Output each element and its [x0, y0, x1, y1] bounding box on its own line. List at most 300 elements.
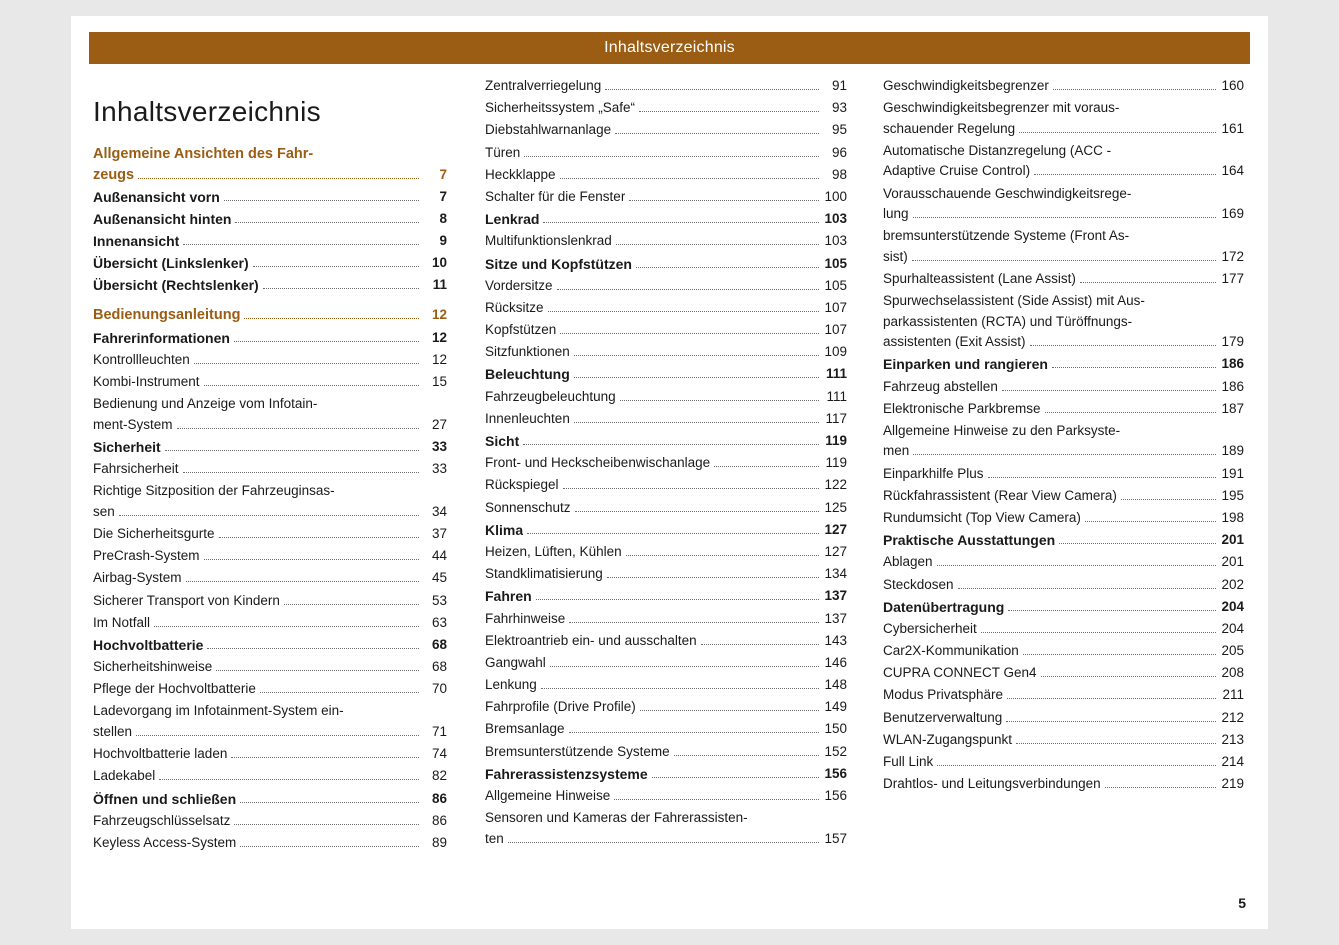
- toc-entry-label: Geschwindigkeitsbegrenzer mit voraus-: [883, 100, 1120, 116]
- toc-entry-page: 179: [1221, 334, 1244, 350]
- toc-entry-page: 177: [1221, 270, 1244, 286]
- toc-leader-dots: [913, 446, 1216, 455]
- toc-entry-page: 211: [1222, 687, 1244, 703]
- toc-entry[interactable]: [93, 146, 447, 162]
- toc-leader-dots: [605, 81, 819, 90]
- toc-entry[interactable]: [93, 233, 447, 249]
- toc-entry[interactable]: [485, 189, 847, 205]
- toc-leader-dots: [136, 727, 419, 736]
- toc-leader-dots: [550, 658, 819, 667]
- toc-entry[interactable]: [485, 655, 847, 671]
- toc-entry-page: 208: [1221, 665, 1244, 681]
- toc-leader-dots: [614, 791, 819, 800]
- toc-entry[interactable]: [883, 665, 1244, 681]
- toc-entry-label: Klima: [485, 521, 524, 538]
- toc-entry[interactable]: [883, 379, 1244, 395]
- toc-leader-dots: [574, 369, 819, 378]
- toc-entry-label: Allgemeine Ansichten des Fahr-: [93, 146, 314, 162]
- toc-entry-page: 86: [431, 812, 447, 828]
- toc-entry[interactable]: [883, 532, 1244, 548]
- toc-leader-dots: [154, 618, 419, 627]
- toc-list-2: [485, 78, 847, 847]
- toc-entry-label: Fahrerassistenzsysteme: [485, 765, 648, 782]
- toc-entry[interactable]: [883, 423, 1244, 439]
- toc-entry[interactable]: [883, 121, 1244, 137]
- toc-entry[interactable]: [883, 488, 1244, 504]
- toc-entry[interactable]: [485, 344, 847, 360]
- toc-entry-label: Front- und Heckscheibenwischanlage: [485, 455, 711, 471]
- toc-entry[interactable]: [485, 810, 847, 826]
- toc-entry-page: 68: [431, 636, 447, 652]
- toc-entry-label: lung: [883, 206, 909, 222]
- toc-leader-dots: [240, 794, 419, 803]
- toc-entry-label: Spurwechselassistent (Side Assist) mit Aus-: [883, 293, 1145, 309]
- toc-entry[interactable]: [93, 659, 447, 675]
- toc-leader-dots: [240, 838, 419, 847]
- toc-leader-dots: [1053, 81, 1216, 90]
- toc-entry[interactable]: [883, 293, 1244, 309]
- toc-leader-dots: [204, 377, 419, 386]
- toc-leader-dots: [640, 702, 819, 711]
- toc-entry-label: Ladevorgang im Infotainment-System ein-: [93, 703, 344, 719]
- toc-entry-label: Allgemeine Hinweise zu den Parksyste-: [883, 422, 1121, 438]
- toc-entry[interactable]: [883, 443, 1244, 459]
- toc-entry[interactable]: [883, 710, 1244, 726]
- toc-entry[interactable]: [93, 189, 447, 205]
- toc-entry-page: 74: [431, 746, 447, 762]
- toc-entry-page: 9: [439, 233, 447, 249]
- toc-leader-dots: [912, 252, 1216, 261]
- toc-leader-dots: [636, 259, 819, 268]
- toc-entry-page: 152: [824, 743, 847, 759]
- toc-leader-dots: [1041, 668, 1216, 677]
- toc-entry-label: Gangwahl: [485, 654, 546, 670]
- toc-entry-page: 109: [824, 344, 847, 360]
- toc-leader-dots: [1008, 602, 1216, 611]
- toc-leader-dots: [260, 684, 419, 693]
- toc-entry[interactable]: [883, 356, 1244, 372]
- toc-entry-label: Türen: [485, 144, 521, 160]
- toc-entry[interactable]: [93, 593, 447, 609]
- toc-entry-page: 164: [1221, 163, 1244, 179]
- toc-leader-dots: [1016, 735, 1216, 744]
- toc-entry-label: Außenansicht vorn: [93, 188, 220, 205]
- toc-entry-label: Datenübertragung: [883, 598, 1005, 615]
- toc-leader-dots: [1023, 646, 1216, 655]
- toc-entry[interactable]: [883, 577, 1244, 593]
- toc-entry-page: 63: [431, 614, 447, 630]
- toc-entry[interactable]: [93, 526, 447, 542]
- toc-entry[interactable]: [93, 439, 447, 455]
- toc-leader-dots: [652, 769, 819, 778]
- toc-entry-label: Lenkung: [485, 677, 537, 693]
- toc-entry-page: 103: [824, 211, 847, 227]
- toc-list-1: [93, 146, 447, 851]
- toc-entry-label: Geschwindigkeitsbegrenzer: [883, 78, 1049, 93]
- toc-entry-page: 148: [824, 677, 847, 693]
- toc-entry[interactable]: [93, 724, 447, 740]
- toc-leader-dots: [1052, 359, 1216, 368]
- header-title: Inhaltsverzeichnis: [604, 39, 735, 56]
- toc-leader-dots: [1007, 690, 1216, 699]
- toc-leader-dots: [165, 442, 419, 451]
- toc-entry-label: Fahrhinweise: [485, 610, 566, 626]
- toc-entry[interactable]: [485, 699, 847, 715]
- toc-entry-page: 91: [831, 78, 847, 93]
- toc-entry-page: 187: [1221, 400, 1244, 416]
- toc-entry[interactable]: [93, 352, 447, 368]
- toc-entry-page: 10: [431, 255, 447, 271]
- toc-entry[interactable]: [485, 566, 847, 582]
- toc-entry[interactable]: [883, 143, 1244, 159]
- toc-entry-label: Keyless Access-System: [93, 834, 237, 850]
- toc-entry-label: Vorausschauende Geschwindigkeitsrege-: [883, 185, 1132, 201]
- toc-entry-page: 160: [1221, 78, 1244, 93]
- toc-entry[interactable]: [485, 611, 847, 627]
- toc-leader-dots: [216, 662, 419, 671]
- toc-entry-page: 111: [826, 388, 847, 404]
- toc-entry-page: 122: [824, 477, 847, 493]
- toc-entry-page: 146: [824, 654, 847, 670]
- toc-entry-page: 53: [431, 592, 447, 608]
- toc-entry-label: Bedienung und Anzeige vom Infotain-: [93, 396, 318, 412]
- toc-entry-label: Heckklappe: [485, 166, 556, 182]
- toc-entry-label: Einparkhilfe Plus: [883, 465, 984, 481]
- toc-entry[interactable]: [93, 417, 447, 433]
- toc-entry[interactable]: [93, 548, 447, 564]
- toc-leader-dots: [563, 480, 819, 489]
- toc-entry-page: 111: [825, 366, 847, 382]
- toc-entry[interactable]: [93, 396, 447, 412]
- toc-entry-label: Fahrzeugschlüsselsatz: [93, 812, 231, 828]
- toc-leader-dots: [1045, 404, 1216, 413]
- toc-leader-dots: [536, 591, 819, 600]
- toc-entry[interactable]: [93, 277, 447, 293]
- toc-entry-label: Rückspiegel: [485, 477, 559, 493]
- toc-entry-label: Bremsunterstützende Systeme: [485, 743, 670, 759]
- toc-entry[interactable]: [883, 249, 1244, 265]
- toc-entry[interactable]: [485, 100, 847, 116]
- toc-entry[interactable]: [93, 330, 447, 346]
- toc-leader-dots: [1059, 535, 1216, 544]
- toc-leader-dots: [186, 573, 419, 582]
- toc-entry-page: 219: [1221, 776, 1244, 792]
- toc-leader-dots: [701, 636, 819, 645]
- toc-entry[interactable]: [93, 746, 447, 762]
- toc-entry-page: 89: [431, 834, 447, 850]
- toc-entry[interactable]: [93, 615, 447, 631]
- toc-leader-dots: [616, 236, 819, 245]
- toc-entry-label: Full Link: [883, 754, 934, 769]
- toc-entry-page: 191: [1221, 465, 1244, 481]
- toc-entry[interactable]: [883, 554, 1244, 570]
- toc-entry-page: 27: [431, 416, 447, 432]
- toc-columns: [71, 78, 1268, 908]
- toc-entry-page: 157: [824, 830, 847, 846]
- toc-leader-dots: [263, 280, 419, 289]
- toc-entry-page: 195: [1221, 487, 1244, 503]
- toc-entry[interactable]: [93, 813, 447, 829]
- toc-entry[interactable]: [883, 687, 1244, 703]
- toc-entry-page: 107: [824, 322, 847, 338]
- toc-entry-page: 205: [1221, 643, 1244, 659]
- toc-entry-label: Heizen, Lüften, Kühlen: [485, 543, 622, 559]
- toc-entry[interactable]: [485, 721, 847, 737]
- toc-leader-dots: [177, 420, 419, 429]
- toc-entry-page: 186: [1221, 378, 1244, 394]
- toc-entry-page: 34: [431, 503, 447, 519]
- toc-leader-dots: [1080, 274, 1216, 283]
- toc-entry[interactable]: [485, 366, 847, 382]
- toc-entry[interactable]: [883, 621, 1244, 637]
- toc-leader-dots: [981, 624, 1216, 633]
- toc-entry[interactable]: [485, 256, 847, 272]
- toc-entry[interactable]: [883, 334, 1244, 350]
- toc-entry[interactable]: [883, 466, 1244, 482]
- toc-entry-page: 134: [824, 566, 847, 582]
- toc-leader-dots: [958, 580, 1216, 589]
- toc-entry[interactable]: [485, 322, 847, 338]
- toc-entry[interactable]: [485, 278, 847, 294]
- toc-entry-page: 204: [1221, 598, 1244, 614]
- toc-entry-page: 137: [824, 610, 847, 626]
- toc-entry[interactable]: [485, 477, 847, 493]
- toc-entry[interactable]: [93, 211, 447, 227]
- toc-leader-dots: [508, 834, 819, 843]
- toc-entry[interactable]: [883, 314, 1244, 330]
- toc-entry-label: Drahtlos- und Leitungsverbindungen: [883, 776, 1101, 792]
- toc-leader-dots: [560, 325, 819, 334]
- toc-entry-label: Adaptive Cruise Control): [883, 163, 1031, 179]
- toc-entry-page: 161: [1221, 120, 1244, 136]
- toc-entry-page: 143: [824, 632, 847, 648]
- toc-leader-dots: [138, 170, 419, 179]
- toc-entry-label: Fahrprofile (Drive Profile): [485, 699, 636, 715]
- toc-entry[interactable]: [485, 633, 847, 649]
- toc-entry-page: 98: [831, 166, 847, 182]
- toc-leader-dots: [219, 529, 419, 538]
- toc-leader-dots: [204, 551, 419, 560]
- toc-entry-label: parkassistenten (RCTA) und Türöffnungs-: [883, 313, 1133, 329]
- toc-entry[interactable]: [485, 389, 847, 405]
- toc-leader-dots: [988, 469, 1216, 478]
- toc-entry[interactable]: [485, 233, 847, 249]
- toc-entry-page: 100: [824, 188, 847, 204]
- toc-entry-label: Sonnenschutz: [485, 499, 571, 515]
- toc-entry[interactable]: [93, 768, 447, 784]
- toc-entry-page: 103: [824, 233, 847, 249]
- toc-entry-label: Benutzerverwaltung: [883, 709, 1003, 725]
- toc-entry[interactable]: [883, 78, 1244, 94]
- toc-entry[interactable]: [485, 411, 847, 427]
- toc-entry[interactable]: [883, 401, 1244, 417]
- toc-entry[interactable]: [93, 307, 447, 323]
- toc-leader-dots: [574, 347, 819, 356]
- toc-entry[interactable]: [93, 483, 447, 499]
- toc-leader-dots: [569, 724, 819, 733]
- toc-entry-label: Praktische Ausstattungen: [883, 532, 1056, 549]
- toc-entry[interactable]: [485, 211, 847, 227]
- toc-entry[interactable]: [93, 835, 447, 851]
- toc-entry-page: 213: [1221, 731, 1244, 747]
- toc-entry[interactable]: [883, 228, 1244, 244]
- toc-entry[interactable]: [93, 504, 447, 520]
- toc-leader-dots: [639, 103, 819, 112]
- page-title: Inhaltsverzeichnis: [93, 96, 321, 127]
- toc-leader-dots: [629, 192, 819, 201]
- toc-entry-label: assistenten (Exit Assist): [883, 334, 1026, 350]
- toc-column-2: [469, 78, 869, 908]
- toc-entry[interactable]: [883, 186, 1244, 202]
- toc-leader-dots: [615, 125, 819, 134]
- toc-entry[interactable]: [883, 163, 1244, 179]
- toc-entry[interactable]: [93, 637, 447, 653]
- toc-entry[interactable]: [883, 510, 1244, 526]
- toc-leader-dots: [937, 757, 1216, 766]
- toc-leader-dots: [1030, 337, 1216, 346]
- toc-leader-dots: [1006, 713, 1216, 722]
- toc-entry-label: Schalter für die Fenster: [485, 188, 626, 204]
- toc-entry-page: 93: [831, 100, 847, 116]
- toc-entry[interactable]: [883, 732, 1244, 748]
- toc-entry-label: Fahrzeug abstellen: [883, 378, 998, 394]
- toc-entry-label: WLAN-Zugangspunkt: [883, 731, 1013, 747]
- toc-entry-label: Kontrollleuchten: [93, 351, 190, 367]
- toc-leader-dots: [574, 414, 819, 423]
- toc-entry-label: ment-System: [93, 416, 173, 432]
- toc-entry-label: Allgemeine Hinweise: [485, 788, 611, 803]
- toc-entry[interactable]: [485, 744, 847, 760]
- toc-entry[interactable]: [485, 766, 847, 782]
- toc-entry[interactable]: [883, 206, 1244, 222]
- toc-entry-label: stellen: [93, 723, 133, 739]
- toc-entry-label: Bremsanlage: [485, 721, 565, 737]
- toc-entry[interactable]: [93, 167, 447, 183]
- toc-entry-page: 7: [439, 188, 447, 204]
- toc-leader-dots: [1105, 779, 1216, 788]
- toc-entry-page: 169: [1221, 206, 1244, 222]
- toc-entry-page: 96: [831, 144, 847, 160]
- toc-entry-page: 186: [1221, 356, 1244, 372]
- toc-entry[interactable]: [883, 599, 1244, 615]
- toc-leader-dots: [235, 214, 419, 223]
- toc-leader-dots: [234, 333, 419, 342]
- toc-entry-label: Ladekabel: [93, 768, 156, 784]
- toc-entry[interactable]: [485, 433, 847, 449]
- toc-entry-page: 37: [431, 525, 447, 541]
- toc-entry[interactable]: [93, 255, 447, 271]
- toc-leader-dots: [1034, 166, 1216, 175]
- toc-entry-label: men: [883, 443, 910, 459]
- toc-entry[interactable]: [93, 703, 447, 719]
- toc-entry[interactable]: [93, 791, 447, 807]
- toc-leader-dots: [253, 258, 419, 267]
- toc-entry[interactable]: [485, 500, 847, 516]
- toc-entry[interactable]: [485, 167, 847, 183]
- toc-entry[interactable]: [93, 681, 447, 697]
- toc-entry[interactable]: [485, 522, 847, 538]
- toc-entry-label: Rückfahrassistent (Rear View Camera): [883, 487, 1117, 503]
- toc-entry-label: Rücksitze: [485, 299, 544, 315]
- toc-leader-dots: [231, 749, 419, 758]
- toc-column-1: [71, 78, 469, 908]
- toc-entry-page: 68: [431, 659, 447, 675]
- toc-entry-label: Standklimatisierung: [485, 566, 603, 582]
- toc-leader-dots: [207, 640, 419, 649]
- toc-entry-page: 12: [431, 351, 447, 367]
- toc-entry-page: 107: [824, 299, 847, 315]
- toc-entry[interactable]: [883, 100, 1244, 116]
- toc-entry[interactable]: [485, 831, 847, 847]
- toc-entry[interactable]: [883, 271, 1244, 287]
- toc-entry-page: 95: [831, 122, 847, 138]
- toc-entry[interactable]: [485, 300, 847, 316]
- toc-entry-page: 127: [824, 543, 847, 559]
- toc-entry[interactable]: [485, 122, 847, 138]
- toc-entry[interactable]: [485, 455, 847, 471]
- toc-entry-label: Innenansicht: [93, 233, 180, 250]
- toc-entry[interactable]: [93, 374, 447, 390]
- toc-leader-dots: [224, 192, 419, 201]
- toc-entry-label: Spurhalteassistent (Lane Assist): [883, 270, 1076, 286]
- toc-entry-page: 86: [431, 790, 447, 806]
- page-header-bar: [89, 32, 1250, 64]
- toc-entry[interactable]: [485, 588, 847, 604]
- toc-entry-label: Elektroantrieb ein- und ausschalten: [485, 632, 697, 648]
- toc-entry[interactable]: [93, 570, 447, 586]
- toc-leader-dots: [1002, 382, 1216, 391]
- toc-entry-page: 149: [824, 699, 847, 715]
- toc-entry[interactable]: [485, 145, 847, 161]
- toc-entry-label: Fahren: [485, 588, 532, 605]
- toc-entry-page: 127: [824, 521, 847, 537]
- toc-leader-dots: [560, 170, 819, 179]
- toc-entry-label: Automatische Distanzregelung (ACC -: [883, 142, 1112, 158]
- toc-entry-label: Sitzfunktionen: [485, 344, 570, 360]
- toc-entry-page: 12: [431, 307, 447, 323]
- toc-entry-label: Übersicht (Linkslenker): [93, 255, 249, 272]
- toc-entry[interactable]: [485, 544, 847, 560]
- toc-entry-page: 33: [431, 438, 447, 454]
- toc-leader-dots: [1019, 124, 1216, 133]
- toc-entry-label: Sicherheitssystem „Safe“: [485, 100, 636, 116]
- toc-entry-label: Richtige Sitzposition der Fahrzeuginsas-: [93, 483, 335, 499]
- toc-entry-page: 201: [1221, 554, 1244, 570]
- toc-entry[interactable]: [93, 461, 447, 477]
- toc-entry[interactable]: [883, 776, 1244, 792]
- toc-entry-label: Fahrerinformationen: [93, 329, 230, 346]
- toc-entry[interactable]: [485, 677, 847, 693]
- toc-leader-dots: [714, 458, 819, 467]
- toc-entry[interactable]: [883, 643, 1244, 659]
- toc-leader-dots: [183, 236, 419, 245]
- toc-entry-page: 105: [824, 255, 847, 271]
- toc-entry-label: Cybersicherheit: [883, 620, 977, 636]
- toc-entry-label: Kopfstützen: [485, 322, 557, 338]
- toc-entry[interactable]: [883, 754, 1244, 770]
- toc-leader-dots: [159, 771, 419, 780]
- toc-entry[interactable]: [485, 788, 847, 804]
- toc-entry-page: 156: [824, 765, 847, 781]
- toc-entry-label: Airbag-System: [93, 570, 182, 586]
- toc-entry-page: 189: [1221, 443, 1244, 459]
- toc-entry-label: Sicherer Transport von Kindern: [93, 592, 280, 608]
- toc-entry-label: schauender Regelung: [883, 120, 1016, 136]
- toc-entry[interactable]: [485, 78, 847, 94]
- toc-leader-dots: [183, 464, 419, 473]
- toc-entry-page: 204: [1221, 620, 1244, 636]
- toc-entry-page: 137: [824, 588, 847, 604]
